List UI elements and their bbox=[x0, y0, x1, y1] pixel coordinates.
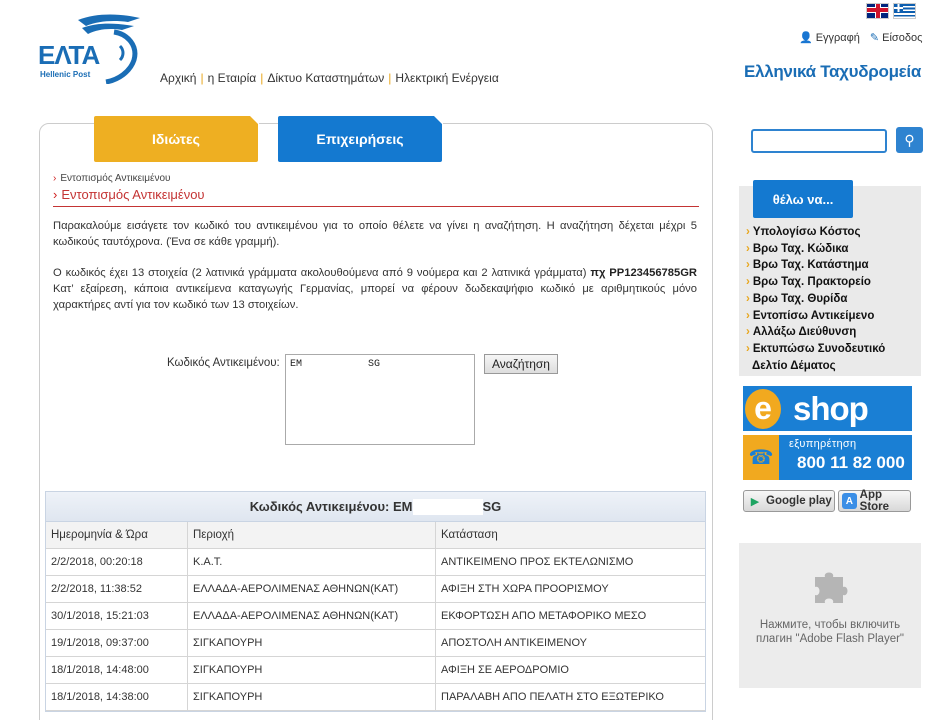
logo-subtitle: Hellenic Post bbox=[40, 70, 91, 79]
register-link[interactable] bbox=[799, 31, 860, 44]
tab-private[interactable]: Ιδιώτες bbox=[94, 116, 258, 162]
quick-actions-list bbox=[746, 224, 885, 374]
quick-action-track-item[interactable]: › Εντοπίσω Αντικείμενο bbox=[746, 308, 885, 325]
cell-datetime: 2/2/2018, 00:20:18 bbox=[46, 549, 188, 575]
flash-message: Нажмите, чтобы включить плагин "Adobe Flash Player" bbox=[755, 619, 905, 645]
flash-plugin-placeholder[interactable] bbox=[739, 543, 921, 688]
nav-store-network[interactable]: Δίκτυο Καταστημάτων bbox=[267, 71, 385, 85]
app-store-badge[interactable] bbox=[838, 490, 911, 512]
page-title: › Εντοπισμός Αντικειμένου bbox=[53, 187, 205, 202]
quick-action-find-agency[interactable]: › Βρω Ταχ. Πρακτορείο bbox=[746, 274, 885, 291]
headset-icon: ☎ bbox=[743, 435, 779, 480]
brand-title: Ελληνικά Ταχυδρομεία bbox=[744, 62, 922, 81]
instructions-paragraph-2 bbox=[53, 265, 697, 313]
app-store-label: App Store bbox=[859, 489, 890, 513]
column-header-status: Κατάσταση bbox=[441, 529, 498, 541]
top-navigation bbox=[160, 71, 499, 85]
support-phone: 800 11 82 000 bbox=[797, 453, 905, 472]
google-play-label: Google play bbox=[766, 495, 832, 507]
cell-area: ΣΙΓΚΑΠΟΥΡΗ bbox=[188, 684, 436, 710]
login-link[interactable] bbox=[870, 31, 922, 44]
cell-area: ΕΛΛΑΔΑ-ΑΕΡΟΛΙΜΕΝΑΣ ΑΘΗΝΩΝ(ΚΑΤ) bbox=[188, 576, 436, 602]
eshop-e-logo: e bbox=[745, 389, 781, 429]
search-icon: ⚲ bbox=[904, 131, 915, 148]
quick-action-find-pobox[interactable]: › Βρω Ταχ. Θυρίδα bbox=[746, 291, 885, 308]
pencil-icon: ✎ bbox=[869, 32, 880, 44]
cell-status: ΑΦΙΞΗ ΣΕ ΑΕΡΟΔΡΟΜΙΟ bbox=[441, 664, 569, 676]
redacted-code bbox=[413, 499, 483, 515]
table-row bbox=[46, 549, 705, 576]
nav-separator: | bbox=[260, 71, 264, 85]
table-row bbox=[46, 630, 705, 657]
quick-action-print-slip[interactable]: › Εκτυπώσω Συνοδευτικό bbox=[746, 341, 885, 358]
language-switcher bbox=[866, 3, 916, 19]
cell-datetime: 18/1/2018, 14:48:00 bbox=[46, 657, 188, 683]
cell-datetime: 30/1/2018, 15:21:03 bbox=[46, 603, 188, 629]
site-search-input[interactable] bbox=[751, 129, 887, 153]
logo-text: ΕΛΤΑ bbox=[38, 40, 100, 70]
cell-status: ΑΝΤΙΚΕΙΜΕΝΟ ΠΡΟΣ ΕΚΤΕΛΩΝΙΣΜΟ bbox=[441, 556, 634, 568]
table-row bbox=[46, 576, 705, 603]
app-store-icon: A bbox=[842, 493, 857, 509]
quick-action-find-postcode[interactable]: › Βρω Ταχ. Κώδικα bbox=[746, 241, 885, 258]
quick-action-find-store[interactable]: › Βρω Ταχ. Κατάστημα bbox=[746, 257, 885, 274]
quick-action-change-address[interactable]: › Αλλάξω Διεύθυνση bbox=[746, 324, 885, 341]
search-button[interactable]: Αναζήτηση bbox=[484, 354, 558, 374]
code-example: πχ PP123456785GR bbox=[590, 267, 698, 279]
uk-flag-icon[interactable] bbox=[866, 3, 889, 19]
cell-status: ΑΠΟΣΤΟΛΗ ΑΝΤΙΚΕΙΜΕΝΟΥ bbox=[441, 637, 588, 649]
cell-datetime: 18/1/2018, 14:38:00 bbox=[46, 684, 188, 710]
quick-actions-title: θέλω να... bbox=[753, 180, 853, 218]
results-title-suffix: SG bbox=[482, 499, 502, 514]
table-row bbox=[46, 657, 705, 684]
site-search-button[interactable] bbox=[896, 127, 923, 153]
tab-business[interactable]: Επιχειρήσεις bbox=[278, 116, 442, 162]
puzzle-piece-icon bbox=[811, 567, 849, 605]
support-banner[interactable] bbox=[743, 435, 912, 480]
breadcrumb[interactable]: › Εντοπισμός Αντικειμένου bbox=[53, 173, 171, 184]
results-title bbox=[46, 492, 705, 522]
table-row bbox=[46, 603, 705, 630]
cell-status: ΠΑΡΑΛΑΒΗ ΑΠΟ ΠΕΛΑΤΗ ΣΤΟ ΕΞΩΤΕΡΙΚΟ bbox=[441, 691, 664, 703]
nav-electric-energy[interactable]: Ηλεκτρική Ενέργεια bbox=[395, 71, 499, 85]
results-table bbox=[45, 491, 706, 712]
google-play-badge[interactable] bbox=[743, 490, 835, 512]
cell-status: ΑΦΙΞΗ ΣΤΗ ΧΩΡΑ ΠΡΟΟΡΙΣΜΟΥ bbox=[441, 583, 609, 595]
tracking-code-label: Κωδικός Αντικειμένου: bbox=[167, 357, 280, 369]
cell-datetime: 2/2/2018, 11:38:52 bbox=[46, 576, 188, 602]
cell-area: ΣΙΓΚΑΠΟΥΡΗ bbox=[188, 657, 436, 683]
cell-datetime: 19/1/2018, 09:37:00 bbox=[46, 630, 188, 656]
nav-company[interactable]: η Εταιρία bbox=[207, 71, 257, 85]
nav-separator: | bbox=[200, 71, 204, 85]
user-links bbox=[799, 31, 922, 44]
table-header-row bbox=[46, 522, 705, 549]
tracking-code-textarea[interactable] bbox=[285, 354, 475, 445]
cell-area: ΕΛΛΑΔΑ-ΑΕΡΟΛΙΜΕΝΑΣ ΑΘΗΝΩΝ(ΚΑΤ) bbox=[188, 603, 436, 629]
eshop-label: shop bbox=[793, 389, 868, 427]
elta-logo[interactable] bbox=[38, 12, 148, 90]
instructions-text-exception: Κατ’ εξαίρεση, κάποια αντικείμενα καταγωγής Γερμανίας, μπορεί να φέρουν δωδεκαψήφιο κωδικό με αριθμητικούς μόνο χαρακτήρες αντί για τον κωδικό των 13 στοιχείων. bbox=[53, 283, 697, 311]
google-play-icon: ▶ bbox=[750, 495, 760, 508]
column-header-datetime: Ημερομηνία & Ώρα bbox=[46, 522, 188, 548]
instructions-paragraph-1: Παρακαλούμε εισάγετε τον κωδικό του αντικειμένου για το οποίο θέλετε να γίνει η αναζήτηση. Η αναζήτηση δέχεται μέχρι 5 κωδικούς ταυτόχρονα. (Ένα σε κάθε γραμμή). bbox=[53, 220, 697, 248]
user-icon: 👤 bbox=[799, 32, 813, 44]
column-header-area: Περιοχή bbox=[188, 522, 436, 548]
quick-action-print-slip-continued[interactable]: Δελτίο Δέματος bbox=[752, 359, 836, 372]
cell-area: ΣΙΓΚΑΠΟΥΡΗ bbox=[188, 630, 436, 656]
results-title-prefix: Κωδικός Αντικειμένου: EM bbox=[249, 499, 413, 514]
cell-area: Κ.Α.Τ. bbox=[188, 549, 436, 575]
eshop-banner[interactable] bbox=[743, 386, 912, 431]
table-row bbox=[46, 684, 705, 711]
title-divider bbox=[53, 206, 699, 207]
greek-flag-icon[interactable] bbox=[893, 3, 916, 19]
nav-separator: | bbox=[388, 71, 392, 85]
quick-action-calculate-cost[interactable]: › Υπολογίσω Κόστος bbox=[746, 224, 885, 241]
cell-status: ΕΚΦΟΡΤΩΣΗ ΑΠΟ ΜΕΤΑΦΟΡΙΚΟ ΜΕΣΟ bbox=[441, 610, 647, 622]
login-label: Είσοδος bbox=[882, 32, 923, 44]
instructions-text: Ο κωδικός έχει 13 στοιχεία (2 λατινικά γράμματα ακολουθούμενα από 9 νούμερα και 2 λατινικά γράμματα) bbox=[53, 267, 591, 279]
register-label: Εγγραφή bbox=[815, 32, 860, 44]
nav-home[interactable]: Αρχική bbox=[160, 71, 197, 85]
support-label: εξυπηρέτηση bbox=[789, 438, 857, 450]
